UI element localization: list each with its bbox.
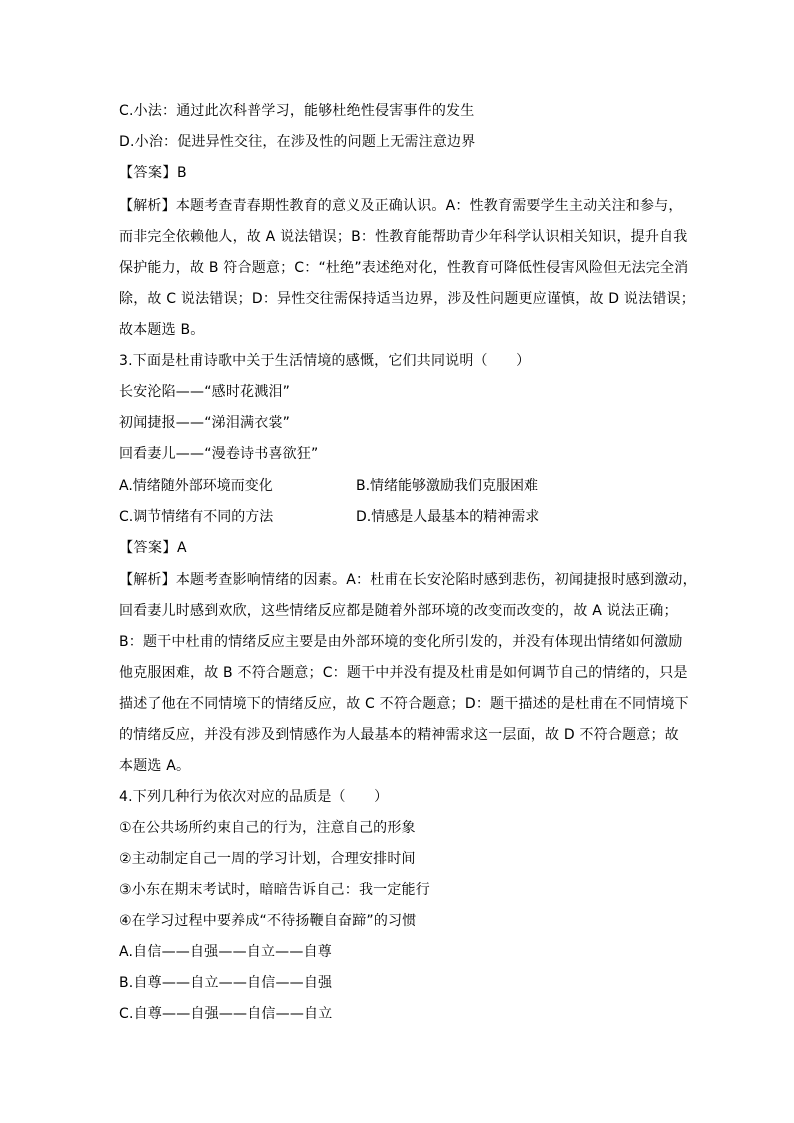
q3-option-d: D.情感是人最基本的精神需求 [356, 509, 540, 525]
q3-stem: 3.下面是杜甫诗歌中关于生活情境的感慨，它们共同说明（ ） [119, 353, 531, 369]
answer-label: 【答案】 [119, 165, 177, 181]
q3-poem-line-2: 初闻捷报——“涕泪满衣裳” [119, 415, 291, 431]
q2-analysis-line-4: 除，故 C 说法错误；D：异性交往需保持适当边界，涉及性问题更应谨慎，故 D 说法错误； [119, 291, 695, 307]
answer-value: B [177, 165, 188, 181]
q3-poem-line-3: 回看妻儿——“漫卷诗书喜欲狂” [119, 446, 319, 462]
q2-option-c: C.小法：通过此次科普学习，能够杜绝性侵害事件的发生 [119, 103, 475, 119]
q3-analysis-line-1 [119, 570, 697, 590]
q3-analysis-line-7: 本题选 A。 [119, 758, 191, 774]
q3-analysis-line-4: 他克服困难，故 B 不符合题意；C：题干中并没有提及杜甫是如何调节自己的情绪的，只是 [119, 665, 688, 681]
q2-analysis-line-2: 而非完全依赖他人，故 A 说法错误；B：性教育能帮助青少年科学认识相关知识，提升自我 [119, 229, 688, 245]
answer-label: 【答案】 [119, 540, 177, 556]
q4-item-2: ②主动制定自己一周的学习计划，合理安排时间 [119, 851, 416, 867]
q3-analysis-line-3: B：题干中杜甫的情绪反应主要是由外部环境的变化所引发的，并没有体现出情绪如何激励 [119, 634, 683, 650]
analysis-text: 本题考查影响情绪的因素。A：杜甫在长安沦陷时感到悲伤，初闻捷报时感到激动， [175, 572, 697, 588]
analysis-label: 【解析】 [119, 572, 176, 588]
q2-analysis-line-3: 保护能力，故 B 符合题意；C：“杜绝”表述绝对化，性教育可降低性侵害风险但无法完全消 [119, 260, 689, 276]
q2-answer [119, 163, 187, 183]
q2-analysis-line-5: 故本题选 B。 [119, 322, 205, 338]
analysis-label: 【解析】 [119, 198, 176, 214]
q3-option-a: A.情绪随外部环境而变化 [119, 478, 273, 494]
q2-analysis-line-1 [119, 196, 683, 216]
q4-option-b: B.自尊——自立——自信——自强 [119, 975, 333, 991]
q4-option-a: A.自信——自强——自立——自尊 [119, 944, 332, 960]
q4-item-4: ④在学习过程中要养成“不待扬鞭自奋蹄”的习惯 [119, 913, 417, 929]
q3-analysis-line-5: 描述了他在不同情境下的情绪反应，故 C 不符合题意；D：题干描述的是杜甫在不同情境下 [119, 696, 689, 712]
answer-value: A [177, 540, 188, 556]
q3-poem-line-1: 长安沦陷——“感时花溅泪” [119, 384, 291, 400]
q4-item-3: ③小东在期末考试时，暗暗告诉自己：我一定能行 [119, 882, 430, 898]
q4-option-c: C.自尊——自强——自信——自立 [119, 1006, 333, 1022]
q4-stem: 4.下列几种行为依次对应的品质是（ ） [119, 789, 389, 805]
q3-answer [119, 538, 187, 558]
q3-analysis-line-2: 回看妻儿时感到欢欣，这些情绪反应都是随着外部环境的改变而改变的，故 A 说法正确； [119, 603, 678, 619]
q2-option-d: D.小治：促进异性交往，在涉及性的问题上无需注意边界 [119, 134, 476, 150]
q3-option-b: B.情绪能够激励我们克服困难 [356, 478, 539, 494]
q3-analysis-line-6: 的情绪反应，并没有涉及到情感作为人最基本的精神需求这一层面，故 D 不符合题意；故 [119, 727, 679, 743]
q3-option-c: C.调节情绪有不同的方法 [119, 509, 274, 525]
analysis-text: 本题考查青春期性教育的意义及正确认识。A：性教育需要学生主动关注和参与， [175, 198, 683, 214]
q4-item-1: ①在公共场所约束自己的行为，注意自己的形象 [119, 820, 416, 836]
